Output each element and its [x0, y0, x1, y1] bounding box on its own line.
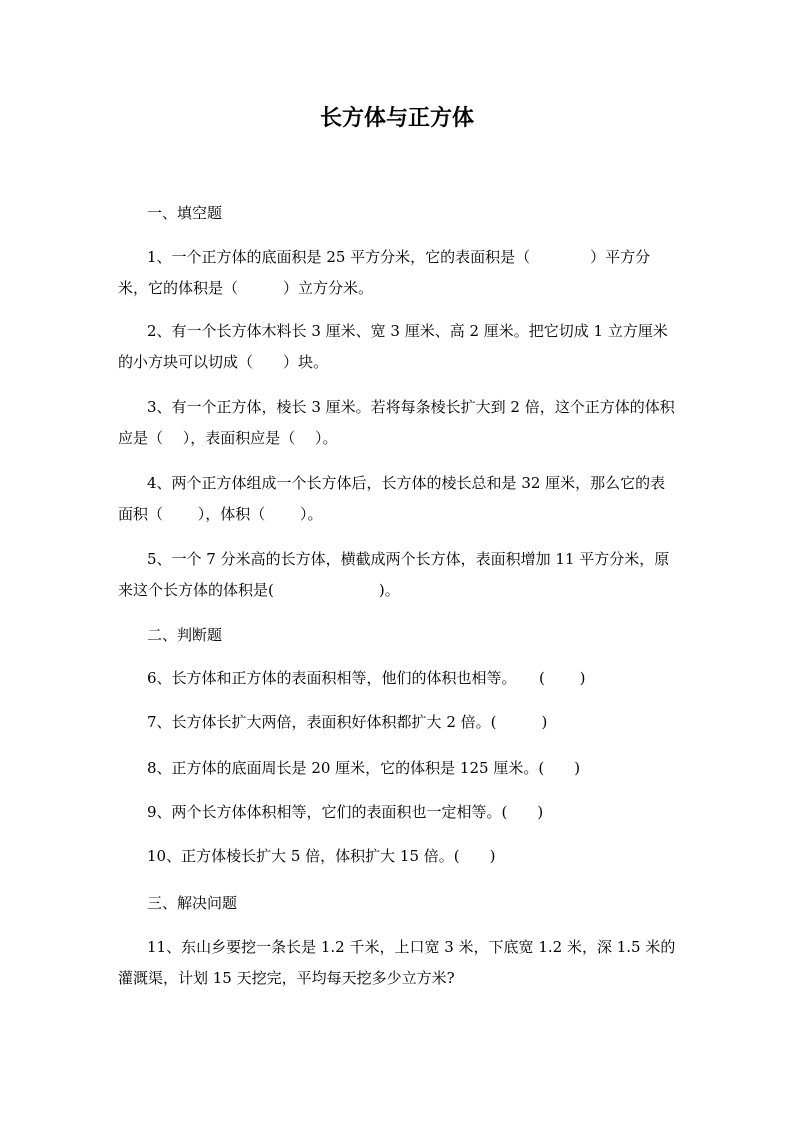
page-title: 长方体与正方体 — [319, 105, 474, 131]
question-11: 11、东山乡要挖一条长是 1.2 千米，上口宽 3 米，下底宽 1.2 米，深 1.5 米的灌溉渠，计划 15 天挖完，平均每天挖多少立方米? — [118, 938, 676, 987]
section-heading-problem-solving: 三、解决问题 — [147, 894, 238, 912]
question-1: 1、一个正方体的底面积是 25 平方分米，它的表面积是（ ）平方分米，它的体积是（ ）立方分米。 — [118, 248, 651, 297]
section-heading-true-false: 二、判断题 — [147, 626, 223, 644]
question-4: 4、两个正方体组成一个长方体后，长方体的棱长总和是 32 厘米，那么它的表面积（ ），体积（ ）。 — [118, 474, 666, 523]
question-10: 10、正方体棱长扩大 5 倍，体积扩大 15 倍。( ) — [147, 847, 496, 865]
question-6: 6、长方体和正方体的表面积相等，他们的体积也相等。 ( ) — [147, 669, 586, 687]
question-2: 2、有一个长方体木料长 3 厘米、宽 3 厘米、高 2 厘米。把它切成 1 立方厘米的小方块可以切成（ ）块。 — [118, 322, 668, 371]
question-7: 7、长方体长扩大两倍，表面积好体积都扩大 2 倍。( ) — [147, 713, 548, 731]
question-8: 8、正方体的底面周长是 20 厘米，它的体积是 125 厘米。( ) — [147, 759, 581, 777]
section-heading-fill-in: 一、填空题 — [147, 204, 223, 222]
question-5: 5、一个 7 分米高的长方体，横截成两个长方体，表面积增加 11 平方分米，原来这个长方体的体积是( )。 — [118, 550, 670, 599]
question-3: 3、有一个正方体，棱长 3 厘米。若将每条棱长扩大到 2 倍，这个正方体的体积应是（ ），表面积应是（ ）。 — [118, 398, 675, 447]
question-9: 9、两个长方体体积相等，它们的表面积也一定相等。( ) — [147, 803, 544, 821]
